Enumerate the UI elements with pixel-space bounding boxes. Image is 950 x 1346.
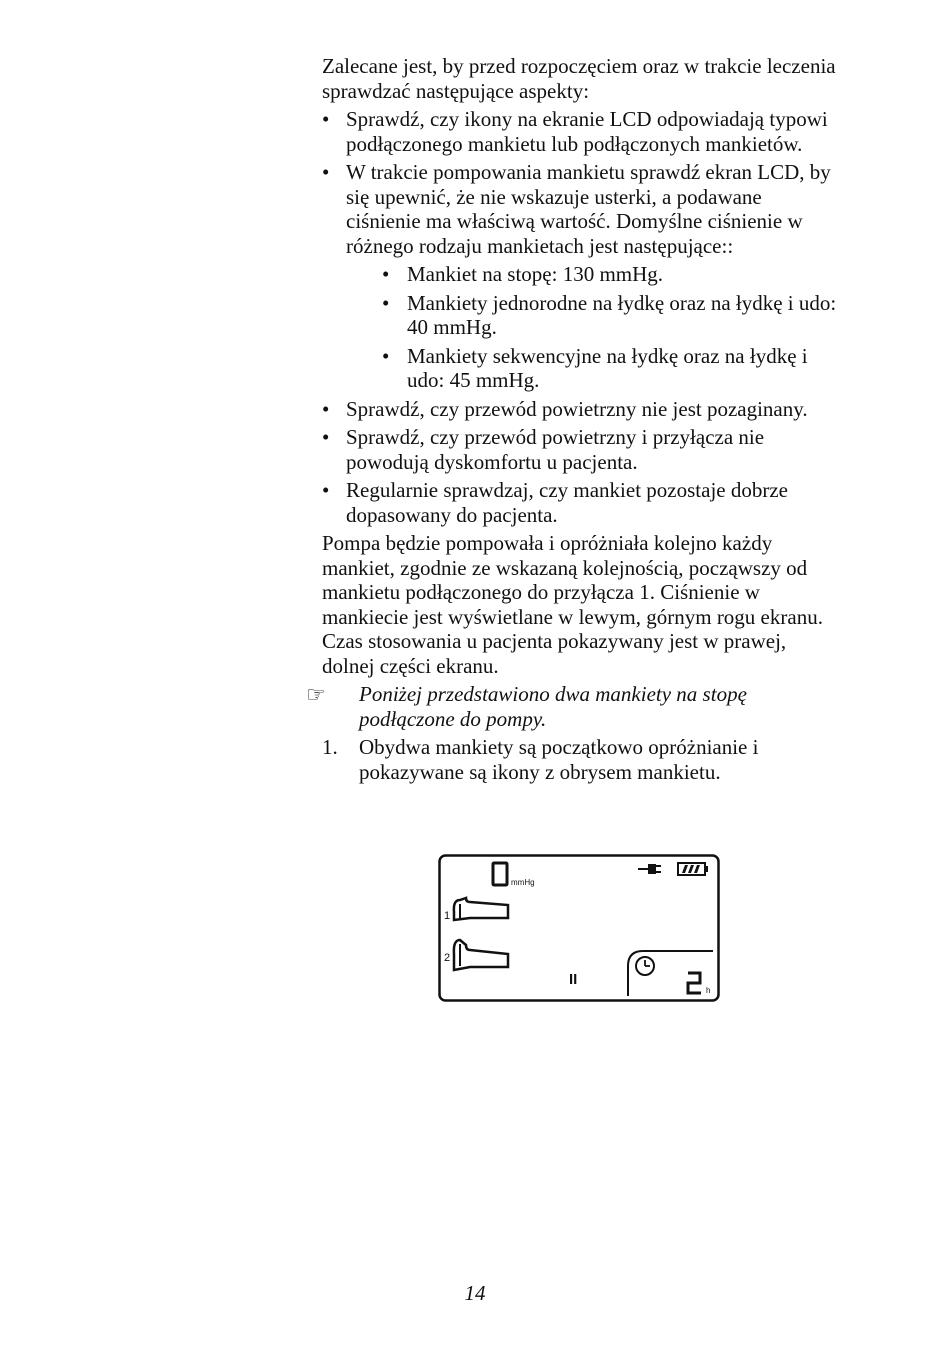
- pressure-list: [346, 262, 837, 393]
- intro-paragraph: Zalecane jest, by przed rozpoczęciem oraz w trakcie leczenia sprawdzać następujące aspekty:: [322, 54, 836, 103]
- pointing-hand-icon: ☞: [306, 682, 326, 707]
- time-unit: h: [706, 986, 711, 995]
- check-item: • Regularnie sprawdzaj, czy mankiet pozostaje dobrze dopasowany do pacjenta.: [322, 478, 837, 527]
- pressure-item: • Mankiety sekwencyjne na łydkę oraz na łydkę i udo: 45 mmHg.: [346, 344, 837, 393]
- pressure-item: • Mankiet na stopę: 130 mmHg.: [346, 262, 837, 287]
- step-number: 1.: [322, 735, 338, 759]
- lcd-screen-illustration: [438, 854, 720, 1002]
- check-item: • Sprawdź, czy przewód powietrzny nie jest pozaginany.: [322, 397, 837, 422]
- check-item: [322, 160, 837, 393]
- note: [306, 682, 837, 731]
- page-number: 14: [464, 1281, 486, 1305]
- pressure-unit: mmHg: [511, 878, 535, 887]
- pause-symbol: II: [569, 971, 578, 988]
- step-text: Obydwa mankiety są początkowo opróżnianie i pokazywane są ikony z obrysem mankietu.: [359, 735, 759, 784]
- pump-paragraph: Pompa będzie pompowała i opróżniała kolejno każdy mankiet, zgodnie ze wskazaną kolejnością, począwszy od mankietu podłączonego do przyłącza 1. Ciśnienie w mankiecie jest wyświetlane w lewym, górnym rogu ekranu. Czas stosowania u pacjenta pokazywany jest w prawej, dolnej części ekranu.: [322, 531, 823, 678]
- check-item: • Sprawdź, czy ikony na ekranie LCD odpowiadają typowi podłączonego mankietu lub podłączonych mankietów.: [322, 107, 837, 156]
- lcd-screen-svg: [438, 854, 720, 1002]
- cuff-label-2: 2: [444, 952, 451, 964]
- pressure-item: • Mankiety jednorodne na łydkę oraz na łydkę i udo: 40 mmHg.: [346, 291, 837, 340]
- text-column: [306, 54, 837, 784]
- check-item-text: W trakcie pompowania mankietu sprawdź ekran LCD, by się upewnić, że nie wskazuje usterki, a podawane ciśnienie ma właściwą wartość. Domyślne ciśnienie w różnego rodzaju mankietach jest następujące::: [346, 160, 831, 258]
- check-item: • Sprawdź, czy przewód powietrzny i przyłącza nie powodują dyskomfortu u pacjenta.: [322, 425, 837, 474]
- checks-list: [322, 107, 837, 527]
- step-item: [322, 735, 837, 784]
- cuff-label-1: 1: [444, 910, 451, 922]
- note-text: Poniżej przedstawiono dwa mankiety na stopę podłączone do pompy.: [359, 682, 747, 731]
